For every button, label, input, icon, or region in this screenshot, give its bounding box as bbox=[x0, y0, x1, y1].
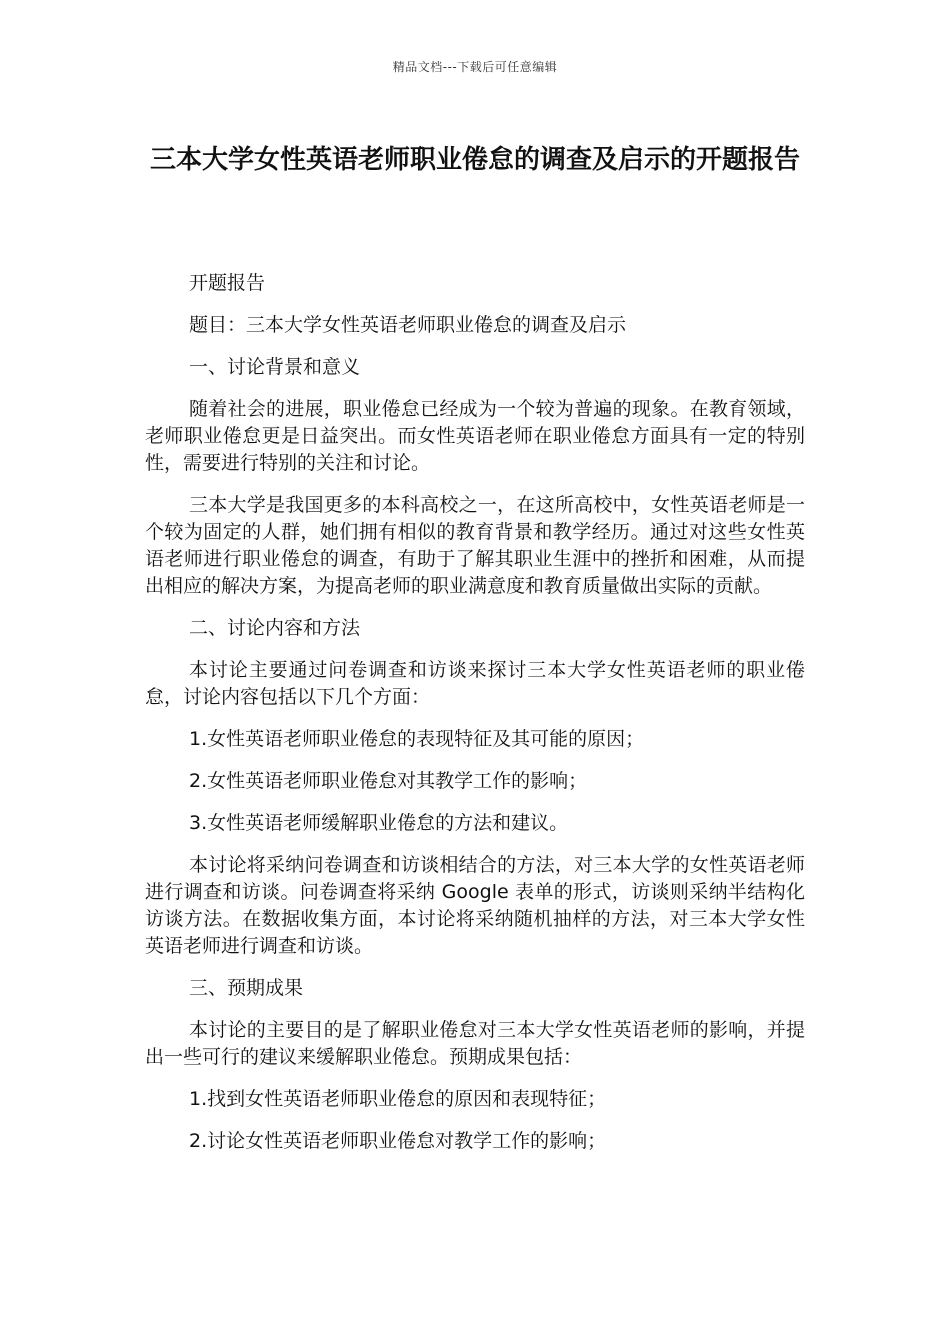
list-item: 3.女性英语老师缓解职业倦怠的方法和建议。 bbox=[189, 812, 569, 834]
paragraph: 本讨论主要通过问卷调查和访谈来探讨三本大学女性英语老师的职业倦怠，讨论内容包括以下几个方面： bbox=[145, 659, 805, 708]
page-header: 精品文档---下载后可任意编辑 bbox=[392, 60, 558, 74]
paragraph-topic: 题目：三本大学女性英语老师职业倦怠的调查及启示 bbox=[189, 314, 627, 336]
list-item: 1.找到女性英语老师职业倦怠的原因和表现特征； bbox=[189, 1088, 607, 1110]
paragraph: 本讨论将采纳问卷调查和访谈相结合的方法，对三本大学的女性英语老师进行调查和访谈。问卷调查将采纳 Google 表单的形式，访谈则采纳半结构化访谈方法。在数据收集方面，本讨论将采纳随机抽样的方法，对三本大学女性英语老师进行调查和访谈。 bbox=[145, 854, 805, 957]
section-heading-expected-results: 三、预期成果 bbox=[189, 977, 304, 999]
paragraph: 三本大学是我国更多的本科高校之一，在这所高校中，女性英语老师是一个较为固定的人群，她们拥有相似的教育背景和教学经历。通过对这些女性英语老师进行职业倦怠的调查，有助于了解其职业生涯中的挫折和困难，从而提出相应的解决方案，为提高老师的职业满意度和教育质量做出实际的贡献。 bbox=[145, 494, 805, 597]
document-title: 三本大学女性英语老师职业倦怠的调查及启示的开题报告 bbox=[149, 145, 800, 175]
section-heading-background: 一、讨论背景和意义 bbox=[189, 356, 361, 378]
paragraph: 随着社会的进展，职业倦怠已经成为一个较为普遍的现象。在教育领域，老师职业倦怠更是日益突出。而女性英语老师在职业倦怠方面具有一定的特别性，需要进行特别的关注和讨论。 bbox=[145, 398, 805, 474]
document-body bbox=[145, 270, 805, 1170]
paragraph-report-label: 开题报告 bbox=[189, 272, 266, 294]
section-heading-content-methods: 二、讨论内容和方法 bbox=[189, 617, 361, 639]
list-item: 2.女性英语老师职业倦怠对其教学工作的影响； bbox=[189, 770, 588, 792]
paragraph: 本讨论的主要目的是了解职业倦怠对三本大学女性英语老师的影响，并提出一些可行的建议来缓解职业倦怠。预期成果包括： bbox=[145, 1019, 805, 1068]
list-item: 2.讨论女性英语老师职业倦怠对教学工作的影响； bbox=[189, 1130, 607, 1152]
list-item: 1.女性英语老师职业倦怠的表现特征及其可能的原因； bbox=[189, 728, 645, 750]
